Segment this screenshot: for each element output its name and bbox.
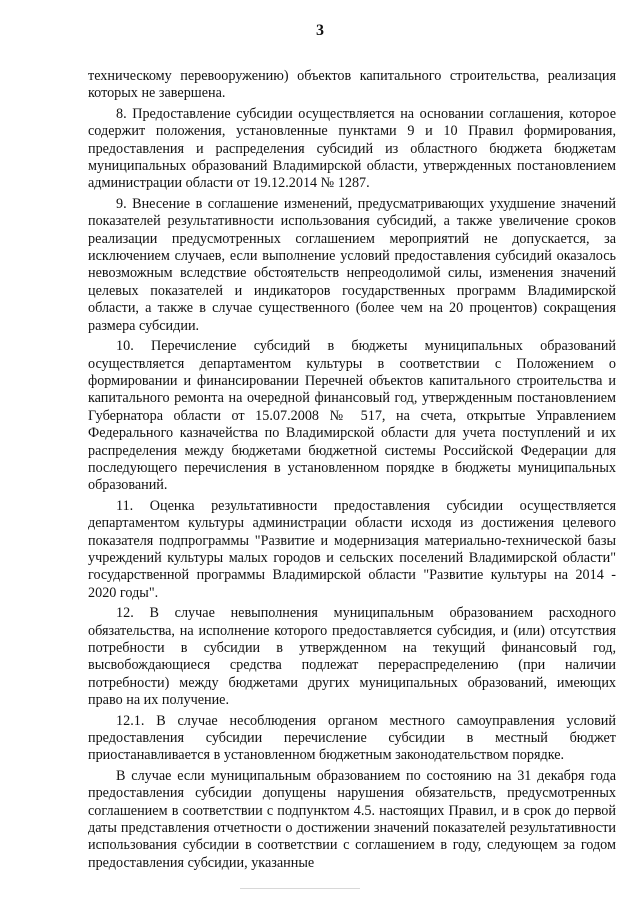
paragraph-12-1: 12.1. В случае несоблюдения органом местного самоуправления условий предоставления субсидии перечисление субсидии в местный бюджет приостанавливается в установленном бюджетным законодательством порядке. xyxy=(88,712,616,764)
page-number: 3 xyxy=(316,22,324,39)
paragraph-9: 9. Внесение в соглашение изменений, предусматривающих ухудшение значений показателей результативности использования субсидий, а также увеличение сроков реализации предусмотренных соглашением мероприятий не допускается, за исключением случаев, если выполнение условий предоставления субсидий оказалось невозможным вследствие обстоятельств непреодолимой силы, изменения значений целевых показателей и индикаторов государственных программ Владимирской области, а также в случае существенного (более чем на 20 процентов) сокращения размера субсидии. xyxy=(88,195,616,334)
paragraph-11: 11. Оценка результативности предоставления субсидии осуществляется департаментом культуры администрации области исходя из достижения целевого показателя подпрограммы "Развитие и модернизация материально-технической базы учреждений культуры малых городов и сельских поселений Владимирской области" государственной программы Владимирской области "Развитие культуры на 2014 - 2020 годы". xyxy=(88,497,616,601)
paragraph-12: 12. В случае невыполнения муниципальным образованием расходного обязательства, на исполнение которого предоставляется субсидия, и (или) отсутствия потребности в субсидии в утвержденном на текущий финансовый год, высвобождающиеся средства подлежат перераспределению (при наличии потребности) между бюджетами других муниципальных образований, имеющих право на их получение. xyxy=(88,605,616,709)
paragraph-12-1-case: В случае если муниципальным образованием по состоянию на 31 декабря года предоставления субсидии допущены нарушения обязательств, предусмотренных соглашением в соответствии с подпунктом 4.5. настоящих Правил, и в срок до первой даты представления отчетности о достижении значений показателей результативности использования субсидии в соответствии с соглашением в году, следующем за годом предоставления субсидии, указанные xyxy=(88,767,616,871)
scan-artifact xyxy=(240,888,360,889)
document-body xyxy=(88,68,616,875)
paragraph-continuation: техническому перевооружению) объектов капитального строительства, реализация которых не завершена. xyxy=(88,68,616,102)
paragraph-8: 8. Предоставление субсидии осуществляется на основании соглашения, которое содержит положения, установленные пунктами 9 и 10 Правил формирования, предоставления и распределения субсидий из областного бюджета бюджетам муниципальных образований Владимирской области, утвержденных постановлением администрации области от 19.12.2014 № 1287. xyxy=(88,105,616,192)
paragraph-10: 10. Перечисление субсидий в бюджеты муниципальных образований осуществляется департаментом культуры в соответствии с Положением о формировании и финансировании Перечней объектов капитального строительства и капитального ремонта на очередной финансовый год, утвержденным постановлением Губернатора области от 15.07.2008 № 517, на счета, открытые Управлением Федерального казначейства по Владимирской области для учета поступлений и их распределения между бюджетами бюджетной системы Российской Федерации для последующего перечисления в установленном порядке в бюджеты муниципальных образований. xyxy=(88,338,616,494)
